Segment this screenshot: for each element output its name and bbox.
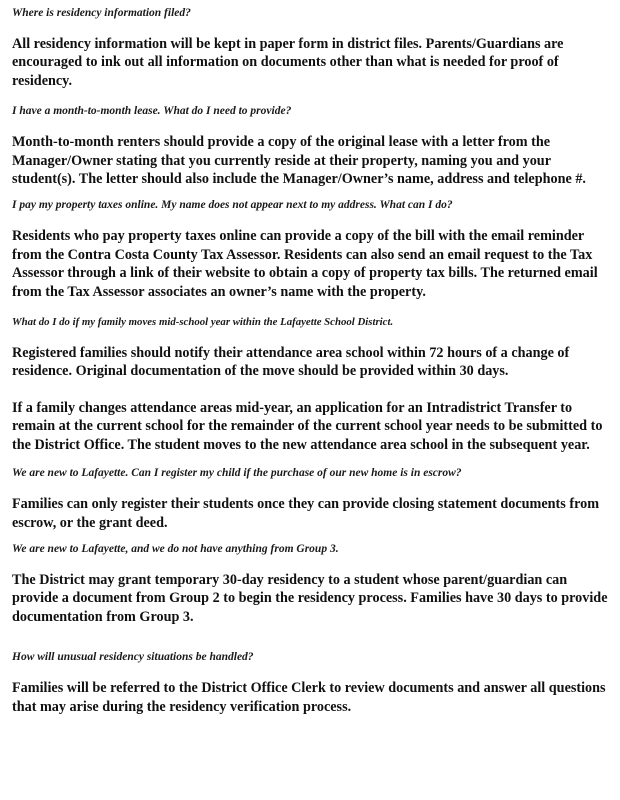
faq-answer-filing: All residency information will be kept in paper form in district files. Parents/Guardians are encouraged to ink out all information on documents other than what is needed for proof of residency. bbox=[12, 36, 564, 89]
faq-document bbox=[12, 6, 612, 716]
faq-answer-month-to-month: Month-to-month renters should provide a copy of the original lease with a letter from the Manager/Owner stating that you currently reside at their property, naming you and your student(s). The letter should also include the Manager/Owner’s name, address and telephone #. bbox=[12, 134, 586, 188]
faq-question-filing: Where is residency information filed? bbox=[12, 7, 191, 19]
faq-question-unusual-situations: How will unusual residency situations be handled? bbox=[12, 651, 254, 664]
faq-question-property-taxes: I pay my property taxes online. My name does not appear next to my address. What can I do? bbox=[12, 199, 453, 212]
faq-question-mid-year-move: What do I do if my family moves mid-school year within the Lafayette School District. bbox=[12, 316, 394, 329]
faq-answer-mid-year-move-2: If a family changes attendance areas mid-year, an application for an Intradistrict Transfer to remain at the current school for the remainder of the current school year needs to be submitted to the District Office. The student moves to the new attendance area school in the subsequent year. bbox=[12, 399, 603, 453]
faq-question-group-3: We are new to Lafayette, and we do not have anything from Group 3. bbox=[12, 542, 339, 555]
faq-question-month-to-month: I have a month-to-month lease. What do I need to provide? bbox=[12, 105, 292, 118]
faq-answer-mid-year-move-1: Registered families should notify their attendance area school within 72 hours of a change of residence. Original documentation of the move should be provided within 30 days. bbox=[12, 345, 570, 380]
faq-answer-escrow: Families can only register their students once they can provide closing statement documents from escrow, or the grant deed. bbox=[12, 496, 600, 531]
faq-answer-property-taxes: Residents who pay property taxes online can provide a copy of the bill with the email reminder from the Contra Costa County Tax Assessor. Residents can also send an email request to the Tax Assessor through a link of their website to obtain a copy of property tax bills. The returned email from the Tax Assessor associates an owner’s name with the property. bbox=[12, 228, 598, 300]
faq-answer-unusual-situations: Families will be referred to the District Office Clerk to review documents and answer all questions that may arise during the residency verification process. bbox=[12, 680, 606, 715]
faq-question-escrow: We are new to Lafayette. Can I register my child if the purchase of our new home is in escrow? bbox=[12, 467, 462, 480]
faq-answer-group-3: The District may grant temporary 30-day residency to a student whose parent/guardian can provide a document from Group 2 to begin the residency process. Families have 30 days to provide documentation from Group 3. bbox=[12, 571, 608, 625]
